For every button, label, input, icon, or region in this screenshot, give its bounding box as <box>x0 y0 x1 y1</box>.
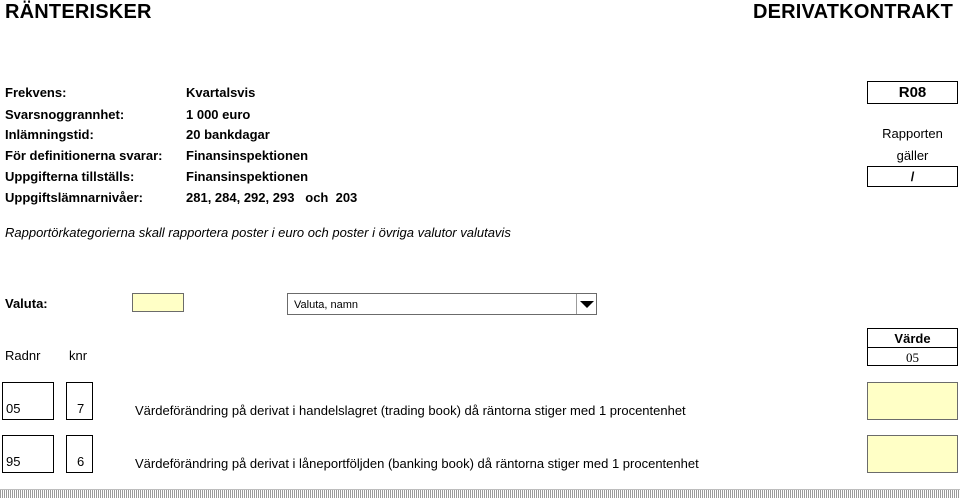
form-type-title: DERIVATKONTRAKT <box>752 1 953 23</box>
info-label-reporter-levels: Uppgiftslämnarnivåer: <box>5 190 143 205</box>
info-value-frequency: Kvartalsvis <box>186 85 256 100</box>
chevron-down-icon <box>580 301 594 308</box>
row-radnr-cell <box>2 435 54 473</box>
row-value-input[interactable] <box>867 382 958 420</box>
currency-select-dropdown-button[interactable] <box>576 294 596 314</box>
row-knr-cell <box>66 435 93 473</box>
row-radnr: 05 <box>6 401 21 416</box>
currency-code-input[interactable] <box>132 293 184 312</box>
info-value-recipient: Finansinspektionen <box>186 169 309 184</box>
row-radnr: 95 <box>6 454 21 469</box>
info-value-definitions: Finansinspektionen <box>186 148 309 163</box>
info-label-definitions: För definitionerna svarar: <box>5 148 163 163</box>
row-knr: 6 <box>77 454 85 469</box>
currency-label: Valuta: <box>5 296 48 311</box>
row-radnr-cell <box>2 382 54 420</box>
row-description: Värdeförändring på derivat i låneportföljden (banking book) då räntorna stiger med 1 procentenhet <box>135 456 699 471</box>
info-value-precision: 1 000 euro <box>186 107 251 122</box>
report-applies-line1: Rapporten <box>882 126 943 141</box>
column-header-knr: knr <box>69 348 88 363</box>
info-label-precision: Svarsnoggrannhet: <box>5 107 125 122</box>
report-code-box <box>867 81 958 104</box>
info-label-deadline: Inlämningstid: <box>5 127 94 142</box>
row-knr-cell <box>66 382 93 420</box>
currency-select[interactable] <box>287 293 597 315</box>
page-title: RÄNTERISKER <box>5 1 152 23</box>
row-knr: 7 <box>77 401 85 416</box>
info-label-frequency: Frekvens: <box>5 85 67 100</box>
value-header-box <box>867 328 958 348</box>
info-value-reporter-levels: 281, 284, 292, 293 och 203 <box>186 190 358 205</box>
reporting-note: Rapportörkategorierna skall rapportera poster i euro och poster i övriga valutor valutavis <box>5 225 511 240</box>
currency-select-value: Valuta, namn <box>294 299 359 311</box>
value-code-box <box>867 347 958 366</box>
info-value-deadline: 20 bankdagar <box>186 127 270 142</box>
column-header-radnr: Radnr <box>5 348 41 363</box>
report-period: / <box>910 169 915 184</box>
value-header: Värde <box>894 331 931 346</box>
report-code: R08 <box>898 84 927 101</box>
value-code: 05 <box>906 350 919 365</box>
report-period-box[interactable] <box>867 166 958 187</box>
report-applies-line2: gäller <box>896 148 929 163</box>
row-value-input[interactable] <box>867 435 958 473</box>
row-description: Värdeförändring på derivat i handelslagret (trading book) då räntorna stiger med 1 procentenhet <box>135 403 686 418</box>
info-label-recipient: Uppgifterna tillställs: <box>5 169 135 184</box>
